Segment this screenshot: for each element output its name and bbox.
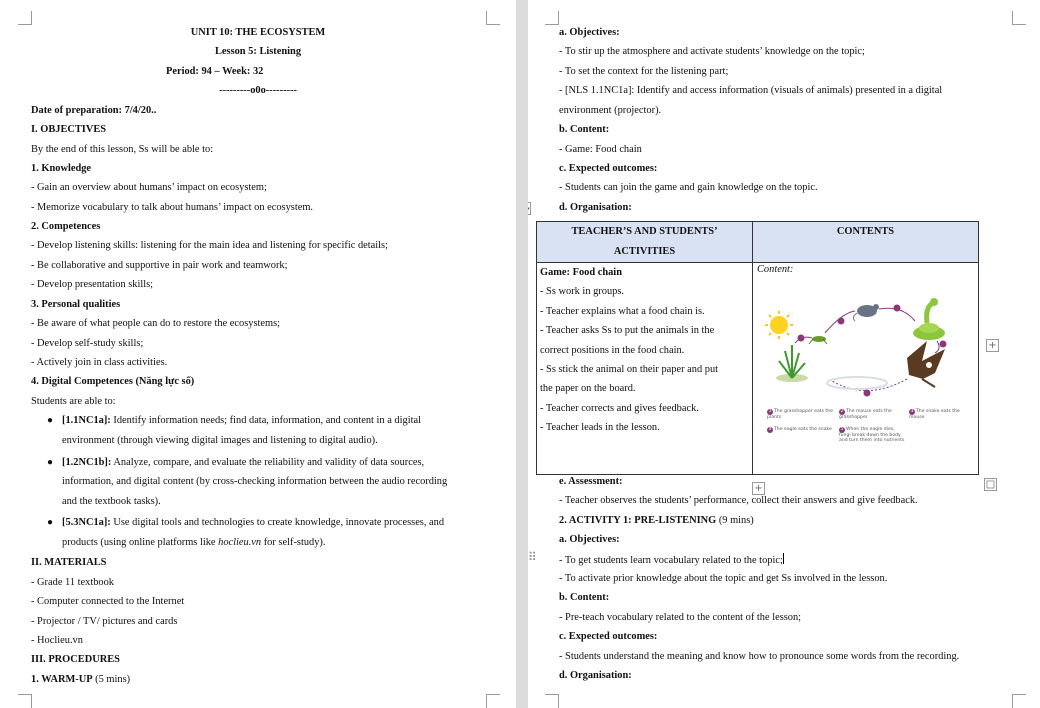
add-row-plus-icon[interactable]: + (752, 482, 765, 495)
document-page-right[interactable] (528, 0, 1040, 708)
activity-step: - Teacher asks Ss to put the animals in the (540, 325, 715, 337)
table-cell-activities[interactable] (537, 263, 753, 475)
heading-b-content: b. Content: (559, 592, 610, 603)
heading-d-organisation: d. Organisation: (559, 202, 632, 213)
mouse-icon (853, 304, 879, 321)
heading-e-assessment: e. Assessment: (559, 476, 623, 487)
objective-item[interactable]: - To get students learn vocabulary related to the topic; (559, 555, 783, 566)
activity-step: - Ss stick the animal on their paper and put (540, 364, 719, 376)
plant-icon (776, 345, 808, 382)
table-header-activities: TEACHER’S AND STUDENTS’ ACTIVITIES (537, 222, 753, 263)
objective-item: - [NLS 1.1NC1a]: Identify and access information (visuals of animals) presented in a digital (559, 85, 943, 96)
digital-item-continued: products (using online platforms like hoclieu.vn for self-study). (62, 537, 326, 548)
document-page-left[interactable] (0, 0, 516, 708)
heading-a-objectives: a. Objectives: (559, 27, 620, 38)
bullet-icon: ● (47, 415, 54, 426)
text-cursor (783, 553, 784, 564)
period-line: Period: 94 – Week: 32 (166, 66, 264, 77)
activity-step: the paper on the board. (540, 383, 636, 395)
paragraph-drag-handle[interactable]: ⠿ (528, 550, 538, 564)
heading-warm-up: 1. WARM-UP (5 mins) (31, 674, 131, 685)
crop-mark (18, 11, 32, 25)
crop-mark (486, 694, 500, 708)
caption-snake: 3 The snake eats the mouse (909, 409, 960, 420)
competence-item: - Develop presentation skills; (31, 279, 154, 290)
objective-item: - To set the context for the listening part; (559, 66, 729, 77)
caption-mouse: 2 The mouse eats the grasshopper (839, 409, 892, 420)
digital-item: [1.2NC1b]: Analyze, compare, and evaluate the reliability and validity of data sources, (62, 457, 425, 468)
caption-eagle: 4 The eagle eats the snake (768, 427, 832, 432)
material-item: - Projector / TV/ pictures and cards (31, 616, 178, 627)
knowledge-item: - Memorize vocabulary to talk about humans’ impact on ecosystem. (31, 202, 314, 213)
crop-mark (545, 694, 559, 708)
snow-ring (827, 377, 887, 389)
competence-item: - Develop listening skills: listening for the main idea and listening for specific details; (31, 240, 388, 251)
snake-icon (913, 298, 945, 340)
crop-mark (18, 694, 32, 708)
assessment-item: - Teacher observes the students’ performance, collect their answers and give feedback. (559, 495, 918, 506)
knowledge-item: - Gain an overview about humans’ impact on ecosystem; (31, 182, 267, 193)
grasshopper-icon (809, 336, 827, 344)
material-item: - Hoclieu.vn (31, 635, 83, 646)
bullet-icon: ● (47, 457, 54, 468)
activity-step: - Teacher leads in the lesson. (540, 422, 660, 434)
crop-mark (545, 11, 559, 25)
content-item: - Game: Food chain (559, 144, 642, 155)
personal-item: - Develop self-study skills; (31, 338, 144, 349)
outcome-item: - Students can join the game and gain knowledge on the topic. (559, 182, 818, 193)
material-item: - Grade 11 textbook (31, 577, 115, 588)
heading-personal-qualities: 3. Personal qualities (31, 299, 121, 310)
activity-step: - Ss work in groups. (540, 286, 624, 298)
objectives-intro: By the end of this lesson, Ss will be able to: (31, 144, 214, 155)
personal-item: - Be aware of what people can do to restore the ecosystems; (31, 318, 280, 329)
table-header-contents: CONTENTS (753, 222, 979, 263)
caption-grasshopper: 1 The grasshopper eats the plants (767, 409, 833, 420)
divider-line: ---------o0o--------- (219, 85, 297, 96)
heading-c-expected-outcomes: c. Expected outcomes: (559, 631, 658, 642)
table-resize-handle[interactable] (984, 478, 997, 491)
heading-objectives: I. OBJECTIVES (31, 124, 107, 135)
competence-item: - Be collaborative and supportive in pair work and teamwork; (31, 260, 288, 271)
crop-mark (1012, 694, 1026, 708)
crop-mark (1012, 11, 1026, 25)
table-cell-contents[interactable] (753, 263, 979, 475)
objective-item: - To stir up the atmosphere and activate students’ knowledge on the topic; (559, 46, 865, 57)
heading-procedures: III. PROCEDURES (31, 654, 120, 665)
sun-icon (765, 311, 793, 339)
objective-item-continued: environment (projector). (559, 105, 662, 116)
activity-step: correct positions in the food chain. (540, 344, 685, 356)
activities-table[interactable] (536, 221, 979, 475)
crop-mark (486, 11, 500, 25)
content-item: - Pre-teach vocabulary related to the content of the lesson; (559, 612, 802, 623)
heading-b-content: b. Content: (559, 124, 610, 135)
caption-fungi: 5 When the eagle dies, fungi break down the body and turn them into nutrients (839, 427, 905, 443)
unit-title: UNIT 10: THE ECOSYSTEM (190, 27, 326, 38)
heading-digital-competences: 4. Digital Competences (Năng lực số) (31, 376, 195, 387)
objective-item: - To activate prior knowledge about the topic and get Ss involved in the lesson. (559, 573, 888, 584)
digital-item-continued: information, and digital content (by cross-checking information between the audio recording (62, 476, 448, 487)
digital-item-continued: and the textbook tasks). (62, 496, 161, 507)
digital-item: [1.1NC1a]: Identify information needs; find data, information, and content in a digital (62, 415, 421, 426)
heading-activity-1: 2. ACTIVITY 1: PRE-LISTENING (9 mins) (559, 515, 754, 526)
bullet-icon: ● (47, 517, 54, 528)
digital-item: [5.3NC1a]: Use digital tools and technologies to create knowledge, innovate processes, and (62, 517, 445, 528)
heading-knowledge: 1. Knowledge (31, 163, 92, 174)
heading-d-organisation: d. Organisation: (559, 670, 632, 681)
add-column-plus-icon[interactable]: + (986, 339, 999, 352)
material-item: - Computer connected to the Internet (31, 596, 185, 607)
activity-step: - Teacher corrects and gives feedback. (540, 402, 699, 414)
game-title: Game: Food chain (540, 267, 622, 278)
content-label: Content: (757, 264, 794, 275)
lesson-title: Lesson 5: Listening (214, 46, 302, 57)
digital-intro: Students are able to: (31, 396, 116, 407)
heading-a-objectives: a. Objectives: (559, 534, 620, 545)
digital-item-continued: environment (through viewing digital images and listening to digital audio). (62, 435, 378, 446)
heading-competences: 2. Competences (31, 221, 101, 232)
heading-c-expected-outcomes: c. Expected outcomes: (559, 163, 658, 174)
food-chain-illustration (757, 283, 969, 403)
table-move-handle[interactable] (528, 202, 531, 215)
personal-item: - Actively join in class activities. (31, 357, 168, 368)
outcome-item: - Students understand the meaning and know how to pronounce some words from the recording. (559, 651, 960, 662)
heading-materials: II. MATERIALS (31, 557, 107, 568)
date-of-preparation: Date of preparation: 7/4/20.. (31, 105, 157, 116)
activity-step: - Teacher explains what a food chain is. (540, 305, 705, 317)
